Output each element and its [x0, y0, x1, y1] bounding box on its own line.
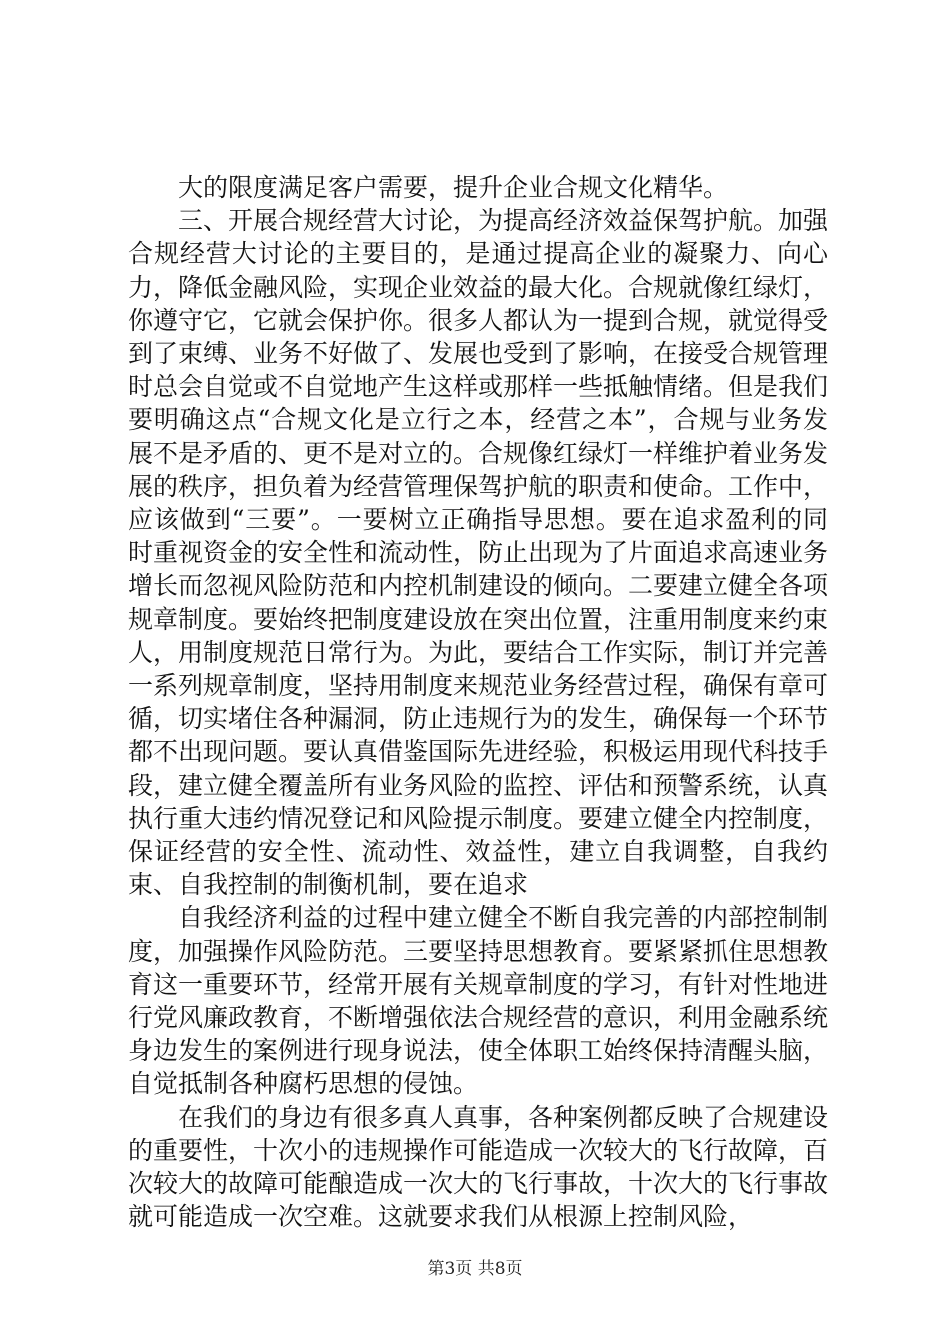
- document-body: [128, 171, 828, 1234]
- paragraph-3: 自我经济利益的过程中建立健全不断自我完善的内部控制制度，加强操作风险防范。三要坚持思想教育。要紧紧抓住思想教育这一重要环节，经常开展有关规章制度的学习，有针对性地进行党风廉政教育，不断增强依法合规经营的意识，利用金融系统身边发生的案例进行现身说法，使全体职工始终保持清醒头脑，自觉抵制各种腐朽思想的侵蚀。: [128, 903, 829, 1099]
- paragraph-4: 在我们的身边有很多真人真事，各种案例都反映了合规建设的重要性，十次小的违规操作可能造成一次较大的飞行故障，百次较大的故障可能酿造成一次大的飞行事故，十次大的飞行事故就可能造成一次空难。这就要求我们从根源上控制风险，: [128, 1102, 829, 1232]
- paragraph-2: 三、开展合规经营大讨论，为提高经济效益保驾护航。加强合规经营大讨论的主要目的，是通过提高企业的凝聚力、向心力，降低金融风险，实现企业效益的最大化。合规就像红绿灯，你遵守它，它就会保护你。很多人都认为一提到合规，就觉得受到了束缚、业务不好做了、发展也受到了影响，在接受合规管理时总会自觉或不自觉地产生这样或那样一些抵触情绪。但是我们要明确这点“合规文化是立行之本，经营之本”，合规与业务发展不是矛盾的、更不是对立的。合规像红绿灯一样维护着业务发展的秩序，担负着为经营管理保驾护航的职责和使命。工作中，应该做到“三要”。一要树立正确指导思想。要在追求盈利的同时重视资金的安全性和流动性，防止出现为了片面追求高速业务增长而忽视风险防范和内控机制建设的倾向。二要建立健全各项规章制度。要始终把制度建设放在突出位置，注重用制度来约束人，用制度规范日常行为。为此，要结合工作实际，制订并完善一系列规章制度，坚持用制度来规范业务经营过程，确保有章可循，切实堵住各种漏洞，防止违规行为的发生，确保每一个环节都不出现问题。要认真借鉴国际先进经验，积极运用现代科技手段，建立健全覆盖所有业务风险的监控、评估和预警系统，认真执行重大违约情况登记和风险提示制度。要建立健全内控制度，保证经营的安全性、流动性、效益性，建立自我调整，自我约束、自我控制的制衡机制，要在追求: [128, 206, 829, 900]
- paragraph-1: 大的限度满足客户需要，提升企业合规文化精华。: [178, 173, 729, 202]
- page-number-footer: 第3页 共8页: [427, 1259, 523, 1279]
